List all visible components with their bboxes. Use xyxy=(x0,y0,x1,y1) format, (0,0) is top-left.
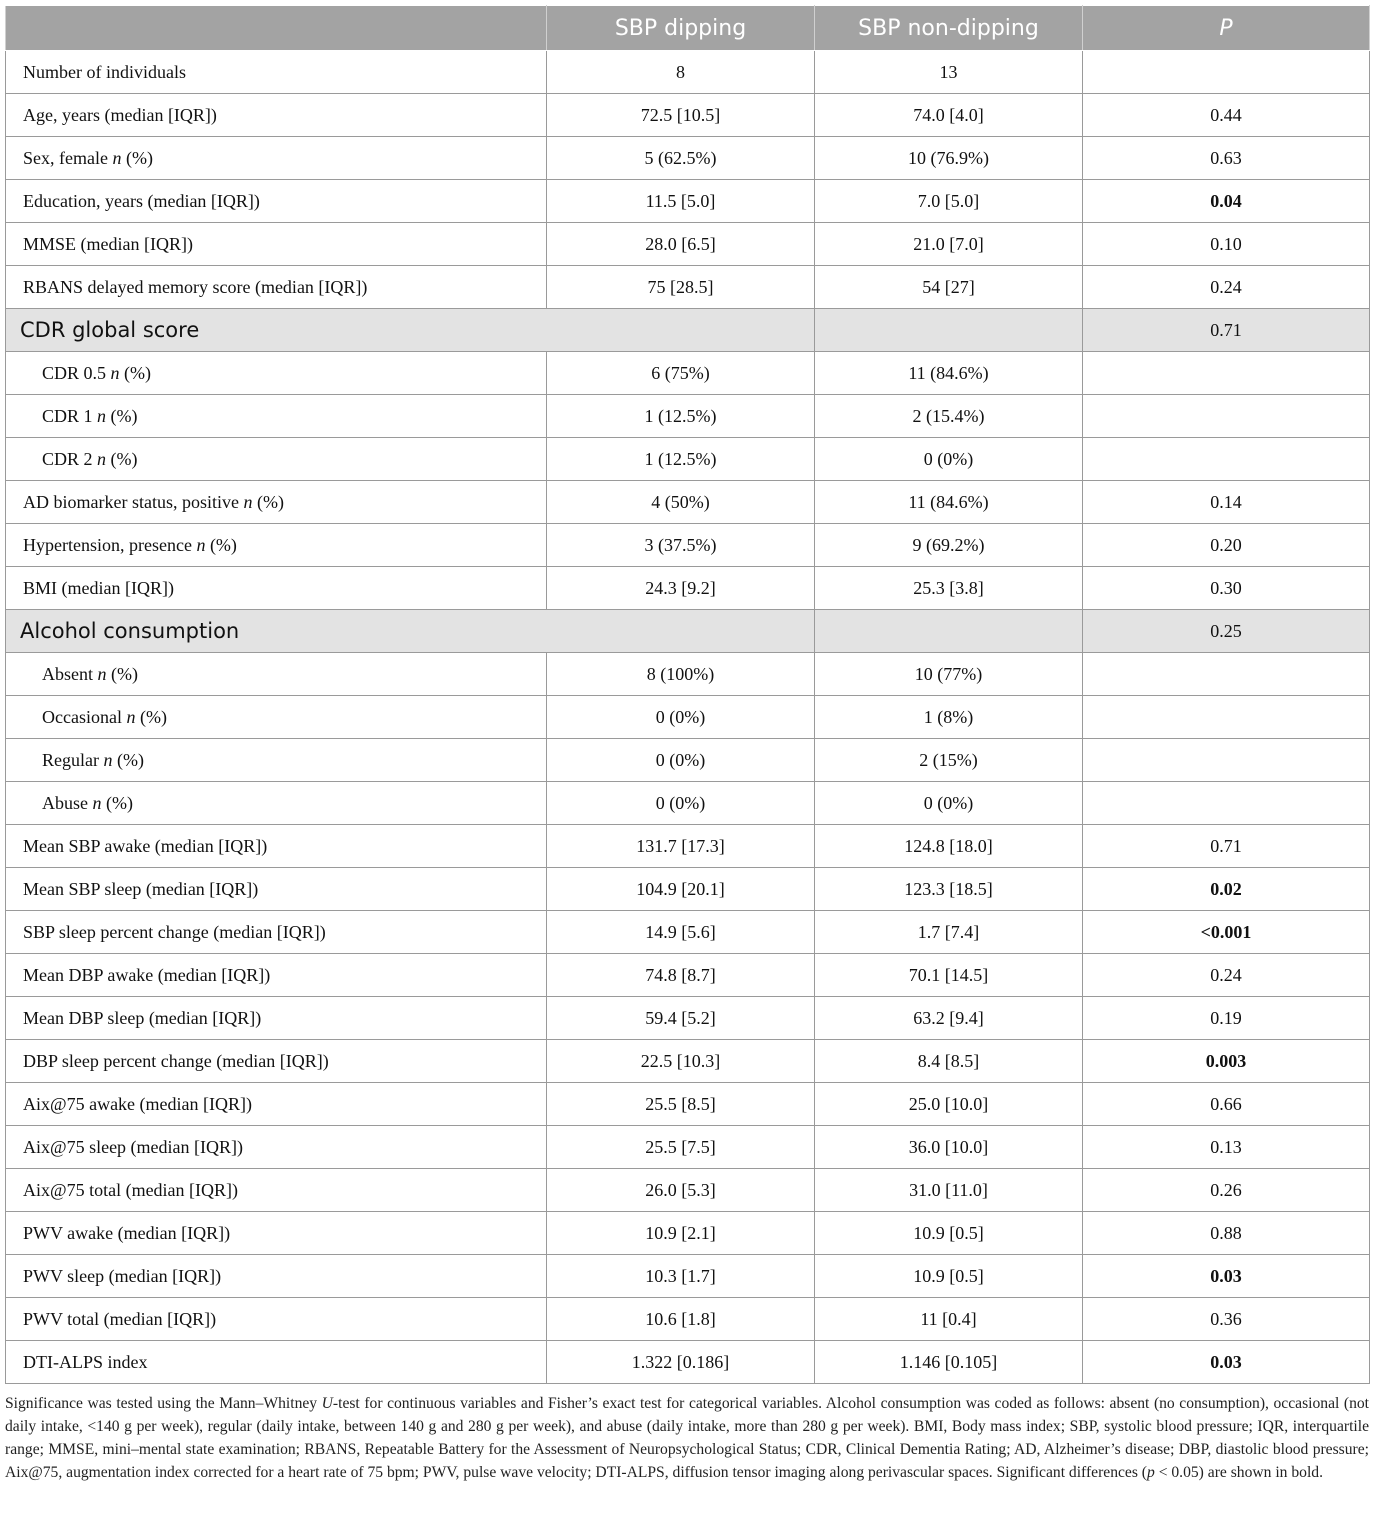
cell-sbp-dipping: 74.8 [8.7] xyxy=(547,954,815,997)
cell-sbp-non-dipping: 70.1 [14.5] xyxy=(815,954,1083,997)
row-label xyxy=(6,1298,547,1341)
row-label-unit: (%) xyxy=(110,448,138,469)
cell-p-value: 0.88 xyxy=(1083,1212,1370,1255)
cell-sbp-non-dipping: 9 (69.2%) xyxy=(815,524,1083,567)
cell-sbp-dipping: 24.3 [9.2] xyxy=(547,567,815,610)
row-label xyxy=(6,954,547,997)
cell-p-value: 0.003 xyxy=(1083,1040,1370,1083)
section-empty-cell xyxy=(815,309,1083,352)
cell-sbp-non-dipping: 25.0 [10.0] xyxy=(815,1083,1083,1126)
cell-sbp-dipping: 3 (37.5%) xyxy=(547,524,815,567)
row-label-text: Aix@75 sleep (median [IQR]) xyxy=(23,1136,244,1157)
cell-sbp-dipping: 14.9 [5.6] xyxy=(547,911,815,954)
cell-p-value: 0.04 xyxy=(1083,180,1370,223)
cell-sbp-non-dipping: 54 [27] xyxy=(815,266,1083,309)
row-label-unit: (%) xyxy=(125,147,153,168)
row-label xyxy=(6,137,547,180)
row-label xyxy=(6,1169,547,1212)
cell-sbp-non-dipping: 21.0 [7.0] xyxy=(815,223,1083,266)
cell-sbp-non-dipping: 10 (77%) xyxy=(815,653,1083,696)
row-label xyxy=(6,1083,547,1126)
row-label xyxy=(6,395,547,438)
row-label-text: RBANS delayed memory score (median [IQR]) xyxy=(23,276,368,297)
table-row xyxy=(6,524,1370,567)
row-label-n: n xyxy=(97,663,107,684)
cell-sbp-dipping: 0 (0%) xyxy=(547,782,815,825)
row-label-text: Education, years (median [IQR]) xyxy=(23,190,260,211)
cell-sbp-dipping: 131.7 [17.3] xyxy=(547,825,815,868)
row-label xyxy=(6,782,547,825)
cell-sbp-non-dipping: 0 (0%) xyxy=(815,438,1083,481)
table-row xyxy=(6,180,1370,223)
row-label-text: PWV sleep (median [IQR]) xyxy=(23,1265,222,1286)
table-row xyxy=(6,1083,1370,1126)
table-row xyxy=(6,94,1370,137)
footnote-text-2: -test for continuous variables and Fisher’s exact test for categorical variables. Alcohol consumption was coded as follows: absent (no consumption), occasional (not daily intake, <140 g per week), regular (daily intake, between 140 g and 280 g per week), and abuse (daily intake, more than 280 g per week). BMI, Body mass index; SBP, systolic blood pressure; IQR, interquartile range; MMSE, mini–mental state examination; RBANS, Repeatable Battery for the Assessment of Neuropsychological Status; CDR, Clinical Dementia Rating; AD, Alzheimer’s disease; DBP, diastolic blood pressure; Aix@75, augmentation index corrected for a heart rate of 75 bpm; PWV, pulse wave velocity; DTI-ALPS, diffusion tensor imaging along perivascular spaces. Significant differences ( xyxy=(5,1395,1369,1481)
row-label-text: Mean DBP awake (median [IQR]) xyxy=(23,964,271,985)
row-label xyxy=(6,180,547,223)
cell-p-value: 0.19 xyxy=(1083,997,1370,1040)
cell-sbp-non-dipping: 0 (0%) xyxy=(815,782,1083,825)
cell-sbp-dipping: 72.5 [10.5] xyxy=(547,94,815,137)
cell-sbp-dipping: 104.9 [20.1] xyxy=(547,868,815,911)
row-label xyxy=(6,481,547,524)
cell-sbp-dipping: 1 (12.5%) xyxy=(547,395,815,438)
cell-p-value: 0.25 xyxy=(1083,610,1370,653)
table-row xyxy=(6,653,1370,696)
cell-p-value xyxy=(1083,395,1370,438)
cell-sbp-dipping: 22.5 [10.3] xyxy=(547,1040,815,1083)
row-label-text: Age, years (median [IQR]) xyxy=(23,104,217,125)
cell-sbp-non-dipping: 11 (84.6%) xyxy=(815,352,1083,395)
table-row xyxy=(6,137,1370,180)
table-row xyxy=(6,868,1370,911)
row-label-n: n xyxy=(97,448,107,469)
table-row xyxy=(6,1040,1370,1083)
row-label-n: n xyxy=(103,749,113,770)
row-label xyxy=(6,567,547,610)
cell-p-value: 0.66 xyxy=(1083,1083,1370,1126)
table-row xyxy=(6,1298,1370,1341)
cell-sbp-dipping: 0 (0%) xyxy=(547,739,815,782)
cell-sbp-non-dipping: 2 (15%) xyxy=(815,739,1083,782)
table-row xyxy=(6,954,1370,997)
cell-p-value xyxy=(1083,739,1370,782)
table-row xyxy=(6,266,1370,309)
table-row xyxy=(6,739,1370,782)
row-label-text: Abuse xyxy=(42,792,88,813)
row-label-text: Sex, female xyxy=(23,147,108,168)
cell-sbp-non-dipping: 63.2 [9.4] xyxy=(815,997,1083,1040)
row-label-text: PWV total (median [IQR]) xyxy=(23,1308,217,1329)
header-label-column xyxy=(6,6,547,51)
cell-p-value xyxy=(1083,782,1370,825)
cell-sbp-non-dipping: 1 (8%) xyxy=(815,696,1083,739)
cell-sbp-non-dipping: 124.8 [18.0] xyxy=(815,825,1083,868)
cell-p-value: 0.26 xyxy=(1083,1169,1370,1212)
row-label-text: AD biomarker status, positive xyxy=(23,491,239,512)
cell-p-value xyxy=(1083,352,1370,395)
row-label-text: DBP sleep percent change (median [IQR]) xyxy=(23,1050,329,1071)
cell-sbp-non-dipping: 11 [0.4] xyxy=(815,1298,1083,1341)
row-label-text: Occasional xyxy=(42,706,122,727)
row-label-text: Regular xyxy=(42,749,99,770)
cell-p-value: 0.03 xyxy=(1083,1255,1370,1298)
row-label xyxy=(6,1040,547,1083)
section-empty-cell xyxy=(815,610,1083,653)
table-row xyxy=(6,51,1370,94)
table-row xyxy=(6,1126,1370,1169)
cell-p-value: 0.20 xyxy=(1083,524,1370,567)
cell-sbp-non-dipping: 31.0 [11.0] xyxy=(815,1169,1083,1212)
cell-p-value: 0.63 xyxy=(1083,137,1370,180)
cell-sbp-dipping: 28.0 [6.5] xyxy=(547,223,815,266)
cell-p-value: 0.24 xyxy=(1083,954,1370,997)
row-label-n: n xyxy=(92,792,102,813)
row-label-text: SBP sleep percent change (median [IQR]) xyxy=(23,921,326,942)
cell-sbp-dipping: 0 (0%) xyxy=(547,696,815,739)
table-container xyxy=(5,5,1369,1384)
footnote-text-1: Significance was tested using the Mann–Whitney xyxy=(5,1395,322,1412)
cell-sbp-dipping: 25.5 [7.5] xyxy=(547,1126,815,1169)
cell-p-value: 0.36 xyxy=(1083,1298,1370,1341)
table-row xyxy=(6,438,1370,481)
cell-sbp-dipping: 8 (100%) xyxy=(547,653,815,696)
row-label xyxy=(6,696,547,739)
row-label-text: CDR 1 xyxy=(42,405,93,426)
cell-p-value: 0.71 xyxy=(1083,309,1370,352)
cell-sbp-non-dipping: 25.3 [3.8] xyxy=(815,567,1083,610)
header-p-value: P xyxy=(1083,6,1370,51)
table-row xyxy=(6,1169,1370,1212)
table-row xyxy=(6,1341,1370,1384)
row-label-text: Mean SBP sleep (median [IQR]) xyxy=(23,878,259,899)
cell-p-value xyxy=(1083,51,1370,94)
row-label-text: Aix@75 awake (median [IQR]) xyxy=(23,1093,252,1114)
table-row xyxy=(6,352,1370,395)
cell-sbp-non-dipping: 123.3 [18.5] xyxy=(815,868,1083,911)
row-label xyxy=(6,524,547,567)
cell-sbp-dipping: 10.9 [2.1] xyxy=(547,1212,815,1255)
table-row xyxy=(6,1212,1370,1255)
row-label-text: Hypertension, presence xyxy=(23,534,192,555)
cell-p-value: 0.10 xyxy=(1083,223,1370,266)
table-row xyxy=(6,782,1370,825)
table-row xyxy=(6,825,1370,868)
row-label-unit: (%) xyxy=(110,405,138,426)
row-label xyxy=(6,223,547,266)
cell-sbp-dipping: 25.5 [8.5] xyxy=(547,1083,815,1126)
row-label-text: Absent xyxy=(42,663,93,684)
cell-sbp-dipping: 26.0 [5.3] xyxy=(547,1169,815,1212)
cell-sbp-dipping: 5 (62.5%) xyxy=(547,137,815,180)
cell-sbp-dipping: 75 [28.5] xyxy=(547,266,815,309)
row-label-n: n xyxy=(196,534,206,555)
cell-sbp-dipping: 10.3 [1.7] xyxy=(547,1255,815,1298)
row-label-text: DTI-ALPS index xyxy=(23,1351,148,1372)
cell-p-value: 0.03 xyxy=(1083,1341,1370,1384)
table-row xyxy=(6,1255,1370,1298)
row-label-unit: (%) xyxy=(106,792,133,813)
cell-sbp-non-dipping: 10.9 [0.5] xyxy=(815,1255,1083,1298)
cell-sbp-dipping: 4 (50%) xyxy=(547,481,815,524)
row-label xyxy=(6,438,547,481)
row-label-unit: (%) xyxy=(209,534,237,555)
row-label-unit: (%) xyxy=(116,749,144,770)
cell-p-value: 0.02 xyxy=(1083,868,1370,911)
table-body xyxy=(6,51,1370,1384)
row-label-text: CDR 2 xyxy=(42,448,93,469)
table-row xyxy=(6,911,1370,954)
cell-sbp-dipping: 11.5 [5.0] xyxy=(547,180,815,223)
row-label-text: Aix@75 total (median [IQR]) xyxy=(23,1179,239,1200)
cell-p-value: 0.44 xyxy=(1083,94,1370,137)
cell-sbp-non-dipping: 8.4 [8.5] xyxy=(815,1040,1083,1083)
cell-sbp-non-dipping: 1.7 [7.4] xyxy=(815,911,1083,954)
row-label xyxy=(6,266,547,309)
row-label-text: BMI (median [IQR]) xyxy=(23,577,174,598)
section-label xyxy=(6,610,815,653)
row-label-unit: (%) xyxy=(111,663,138,684)
table-row xyxy=(6,223,1370,266)
cell-p-value xyxy=(1083,696,1370,739)
cell-p-value: 0.14 xyxy=(1083,481,1370,524)
row-label xyxy=(6,739,547,782)
row-label-text: Mean SBP awake (median [IQR]) xyxy=(23,835,268,856)
cell-sbp-non-dipping: 13 xyxy=(815,51,1083,94)
cell-sbp-non-dipping: 7.0 [5.0] xyxy=(815,180,1083,223)
row-label-text: CDR global score xyxy=(20,318,200,342)
header-sbp-dipping: SBP dipping xyxy=(547,6,815,51)
cell-p-value xyxy=(1083,653,1370,696)
row-label-text: Alcohol consumption xyxy=(20,619,240,643)
row-label xyxy=(6,94,547,137)
section-label xyxy=(6,309,815,352)
row-label xyxy=(6,997,547,1040)
row-label-text: MMSE (median [IQR]) xyxy=(23,233,193,254)
cell-p-value xyxy=(1083,438,1370,481)
cell-sbp-non-dipping: 10.9 [0.5] xyxy=(815,1212,1083,1255)
row-label xyxy=(6,911,547,954)
row-label-n: n xyxy=(126,706,136,727)
row-label xyxy=(6,352,547,395)
header-sbp-non-dipping: SBP non-dipping xyxy=(815,6,1083,51)
table-row xyxy=(6,696,1370,739)
row-label-text: Number of individuals xyxy=(23,61,186,82)
table-header-row xyxy=(6,6,1370,51)
cell-sbp-non-dipping: 74.0 [4.0] xyxy=(815,94,1083,137)
row-label-n: n xyxy=(110,362,120,383)
table-row xyxy=(6,395,1370,438)
table-row xyxy=(6,567,1370,610)
footnote-italic-u: U xyxy=(321,1395,333,1412)
cell-sbp-dipping: 1.322 [0.186] xyxy=(547,1341,815,1384)
row-label xyxy=(6,1255,547,1298)
cell-sbp-dipping: 59.4 [5.2] xyxy=(547,997,815,1040)
row-label-n: n xyxy=(97,405,107,426)
cell-sbp-dipping: 1 (12.5%) xyxy=(547,438,815,481)
table-row xyxy=(6,481,1370,524)
cell-sbp-dipping: 10.6 [1.8] xyxy=(547,1298,815,1341)
footnote-italic-p: p xyxy=(1147,1464,1155,1481)
row-label-n: n xyxy=(112,147,122,168)
table-row xyxy=(6,309,1370,352)
row-label-text: PWV awake (median [IQR]) xyxy=(23,1222,231,1243)
row-label xyxy=(6,1341,547,1384)
table-row xyxy=(6,610,1370,653)
cell-sbp-non-dipping: 10 (76.9%) xyxy=(815,137,1083,180)
table-footnote xyxy=(5,1392,1369,1484)
table-row xyxy=(6,997,1370,1040)
footnote-text-3: < 0.05) are shown in bold. xyxy=(1154,1464,1323,1481)
cell-sbp-non-dipping: 36.0 [10.0] xyxy=(815,1126,1083,1169)
row-label-text: Mean DBP sleep (median [IQR]) xyxy=(23,1007,262,1028)
cell-p-value: 0.13 xyxy=(1083,1126,1370,1169)
row-label-unit: (%) xyxy=(124,362,151,383)
row-label xyxy=(6,1212,547,1255)
cell-sbp-non-dipping: 11 (84.6%) xyxy=(815,481,1083,524)
cell-sbp-non-dipping: 1.146 [0.105] xyxy=(815,1341,1083,1384)
cell-p-value: 0.24 xyxy=(1083,266,1370,309)
characteristics-table xyxy=(5,5,1370,1384)
row-label xyxy=(6,51,547,94)
row-label xyxy=(6,825,547,868)
cell-p-value: <0.001 xyxy=(1083,911,1370,954)
cell-sbp-dipping: 6 (75%) xyxy=(547,352,815,395)
row-label-n: n xyxy=(243,491,253,512)
cell-p-value: 0.30 xyxy=(1083,567,1370,610)
row-label-unit: (%) xyxy=(139,706,167,727)
row-label xyxy=(6,653,547,696)
row-label-unit: (%) xyxy=(256,491,284,512)
row-label-text: CDR 0.5 xyxy=(42,362,107,383)
row-label xyxy=(6,1126,547,1169)
cell-sbp-dipping: 8 xyxy=(547,51,815,94)
cell-sbp-non-dipping: 2 (15.4%) xyxy=(815,395,1083,438)
cell-p-value: 0.71 xyxy=(1083,825,1370,868)
row-label xyxy=(6,868,547,911)
